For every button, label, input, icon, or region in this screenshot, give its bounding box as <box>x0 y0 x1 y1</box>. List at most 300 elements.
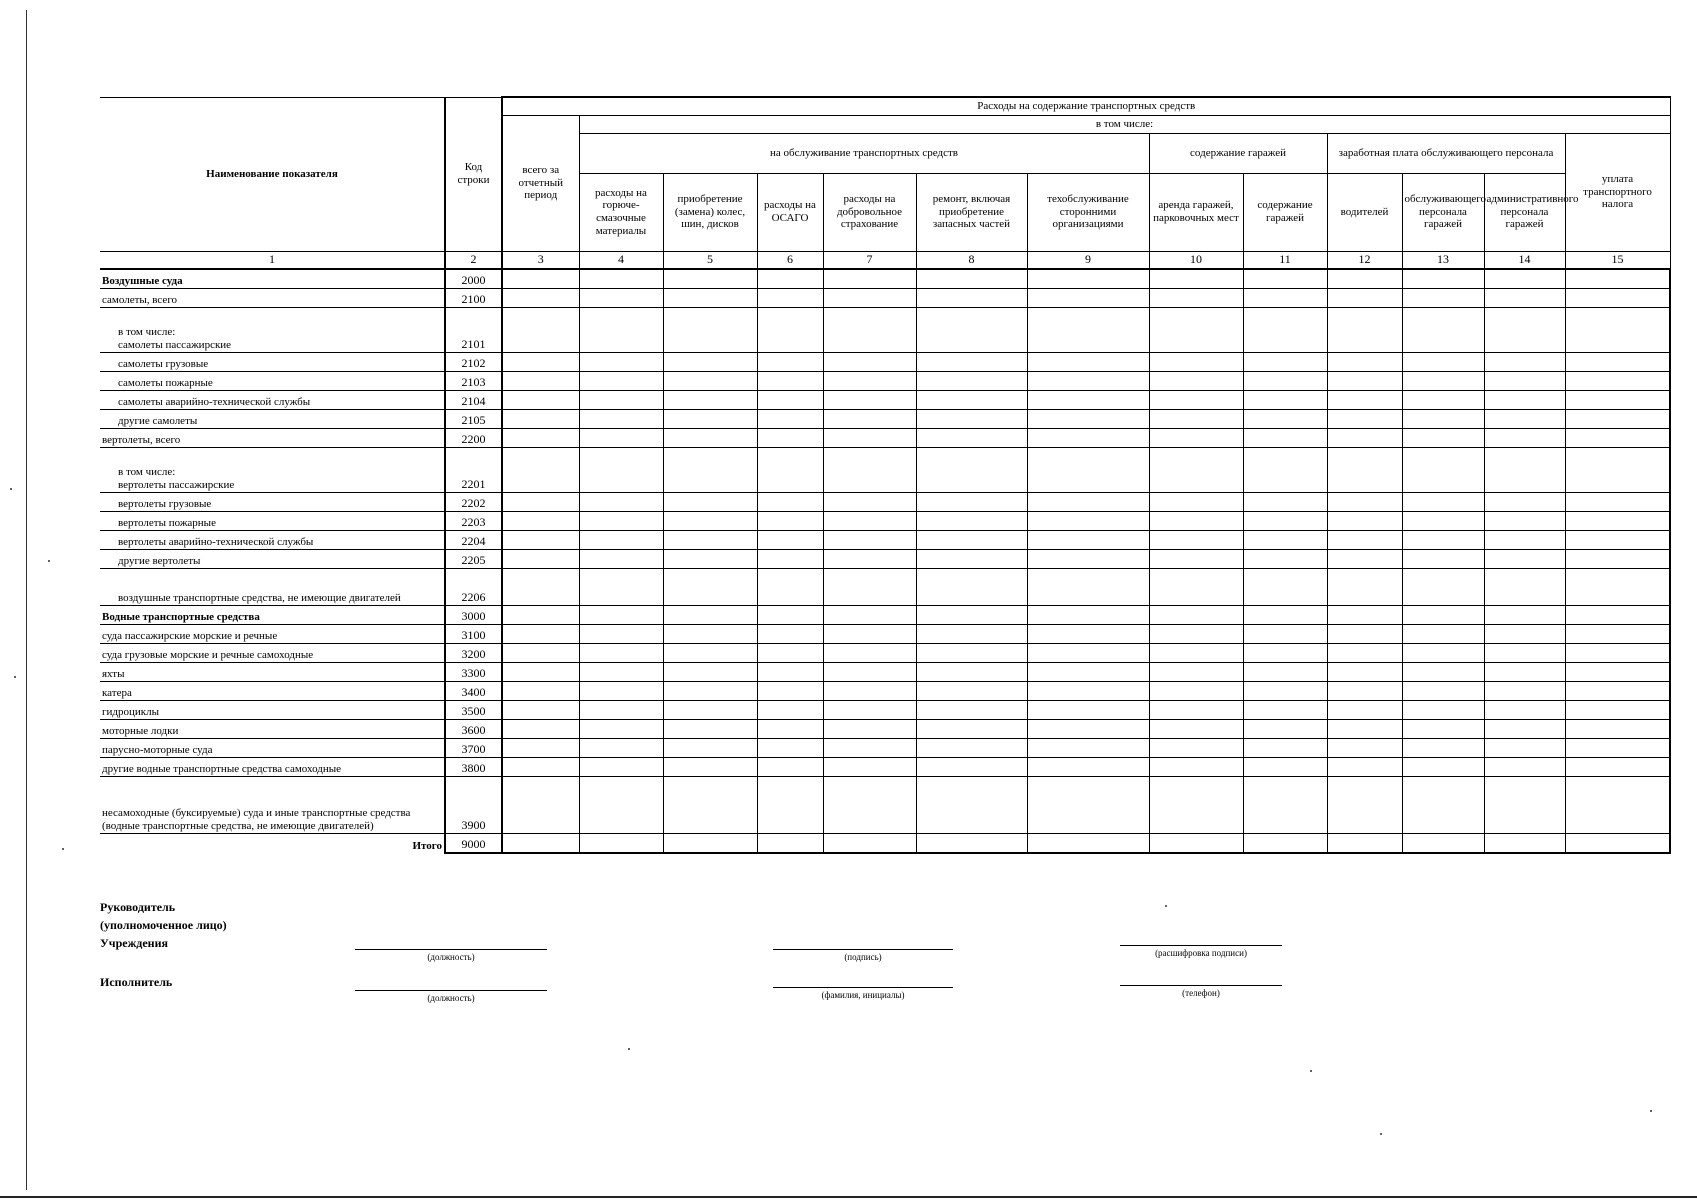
data-cell-col-11[interactable] <box>1243 833 1327 853</box>
data-cell-col-4[interactable] <box>579 833 663 853</box>
data-cell-col-4[interactable] <box>579 492 663 511</box>
data-cell-col-15[interactable] <box>1565 624 1670 643</box>
data-cell-col-11[interactable] <box>1243 605 1327 624</box>
data-cell-col-6[interactable] <box>757 700 823 719</box>
data-cell-col-6[interactable] <box>757 371 823 390</box>
data-cell-col-13[interactable] <box>1402 568 1484 605</box>
data-cell-col-11[interactable] <box>1243 624 1327 643</box>
data-cell-col-9[interactable] <box>1027 757 1149 776</box>
data-cell-col-7[interactable] <box>823 568 916 605</box>
data-cell-col-13[interactable] <box>1402 492 1484 511</box>
executor-line-fio[interactable] <box>773 987 953 988</box>
data-cell-col-7[interactable] <box>823 757 916 776</box>
data-cell-col-7[interactable] <box>823 662 916 681</box>
data-cell-col-3[interactable] <box>502 757 579 776</box>
data-cell-col-13[interactable] <box>1402 643 1484 662</box>
data-cell-col-13[interactable] <box>1402 390 1484 409</box>
data-cell-col-13[interactable] <box>1402 757 1484 776</box>
data-cell-col-11[interactable] <box>1243 530 1327 549</box>
data-cell-col-5[interactable] <box>663 549 757 568</box>
data-cell-col-8[interactable] <box>916 568 1027 605</box>
data-cell-col-15[interactable] <box>1565 447 1670 492</box>
data-cell-col-8[interactable] <box>916 681 1027 700</box>
data-cell-col-8[interactable] <box>916 776 1027 833</box>
data-cell-col-13[interactable] <box>1402 605 1484 624</box>
data-cell-col-4[interactable] <box>579 776 663 833</box>
data-cell-col-13[interactable] <box>1402 269 1484 289</box>
data-cell-col-5[interactable] <box>663 428 757 447</box>
data-cell-col-6[interactable] <box>757 269 823 289</box>
data-cell-col-12[interactable] <box>1327 390 1402 409</box>
data-cell-col-9[interactable] <box>1027 447 1149 492</box>
data-cell-col-14[interactable] <box>1484 719 1565 738</box>
data-cell-col-6[interactable] <box>757 549 823 568</box>
data-cell-col-7[interactable] <box>823 719 916 738</box>
data-cell-col-9[interactable] <box>1027 269 1149 289</box>
data-cell-col-11[interactable] <box>1243 662 1327 681</box>
data-cell-col-7[interactable] <box>823 288 916 307</box>
data-cell-col-8[interactable] <box>916 269 1027 289</box>
data-cell-col-15[interactable] <box>1565 549 1670 568</box>
data-cell-col-5[interactable] <box>663 492 757 511</box>
data-cell-col-3[interactable] <box>502 530 579 549</box>
executor-line-position[interactable] <box>355 990 547 991</box>
data-cell-col-10[interactable] <box>1149 409 1243 428</box>
data-cell-col-5[interactable] <box>663 269 757 289</box>
data-cell-col-9[interactable] <box>1027 530 1149 549</box>
data-cell-col-8[interactable] <box>916 757 1027 776</box>
data-cell-col-15[interactable] <box>1565 643 1670 662</box>
data-cell-col-13[interactable] <box>1402 738 1484 757</box>
data-cell-col-14[interactable] <box>1484 371 1565 390</box>
data-cell-col-8[interactable] <box>916 549 1027 568</box>
data-cell-col-14[interactable] <box>1484 409 1565 428</box>
data-cell-col-6[interactable] <box>757 530 823 549</box>
data-cell-col-13[interactable] <box>1402 409 1484 428</box>
data-cell-col-10[interactable] <box>1149 511 1243 530</box>
data-cell-col-14[interactable] <box>1484 681 1565 700</box>
data-cell-col-6[interactable] <box>757 662 823 681</box>
data-cell-col-10[interactable] <box>1149 390 1243 409</box>
data-cell-col-13[interactable] <box>1402 530 1484 549</box>
data-cell-col-12[interactable] <box>1327 719 1402 738</box>
data-cell-col-10[interactable] <box>1149 624 1243 643</box>
data-cell-col-11[interactable] <box>1243 371 1327 390</box>
data-cell-col-7[interactable] <box>823 492 916 511</box>
data-cell-col-6[interactable] <box>757 307 823 352</box>
data-cell-col-3[interactable] <box>502 662 579 681</box>
data-cell-col-15[interactable] <box>1565 511 1670 530</box>
data-cell-col-12[interactable] <box>1327 700 1402 719</box>
data-cell-col-9[interactable] <box>1027 662 1149 681</box>
data-cell-col-5[interactable] <box>663 681 757 700</box>
data-cell-col-3[interactable] <box>502 428 579 447</box>
data-cell-col-6[interactable] <box>757 719 823 738</box>
data-cell-col-5[interactable] <box>663 662 757 681</box>
data-cell-col-5[interactable] <box>663 307 757 352</box>
data-cell-col-13[interactable] <box>1402 428 1484 447</box>
data-cell-col-8[interactable] <box>916 530 1027 549</box>
data-cell-col-15[interactable] <box>1565 605 1670 624</box>
data-cell-col-14[interactable] <box>1484 662 1565 681</box>
data-cell-col-10[interactable] <box>1149 757 1243 776</box>
data-cell-col-3[interactable] <box>502 390 579 409</box>
data-cell-col-11[interactable] <box>1243 390 1327 409</box>
data-cell-col-12[interactable] <box>1327 352 1402 371</box>
data-cell-col-4[interactable] <box>579 662 663 681</box>
data-cell-col-7[interactable] <box>823 530 916 549</box>
data-cell-col-15[interactable] <box>1565 371 1670 390</box>
data-cell-col-15[interactable] <box>1565 719 1670 738</box>
data-cell-col-7[interactable] <box>823 681 916 700</box>
data-cell-col-7[interactable] <box>823 624 916 643</box>
data-cell-col-6[interactable] <box>757 624 823 643</box>
data-cell-col-4[interactable] <box>579 568 663 605</box>
data-cell-col-14[interactable] <box>1484 492 1565 511</box>
data-cell-col-15[interactable] <box>1565 269 1670 289</box>
data-cell-col-13[interactable] <box>1402 719 1484 738</box>
data-cell-col-8[interactable] <box>916 371 1027 390</box>
data-cell-col-10[interactable] <box>1149 681 1243 700</box>
data-cell-col-6[interactable] <box>757 776 823 833</box>
data-cell-col-10[interactable] <box>1149 568 1243 605</box>
data-cell-col-4[interactable] <box>579 757 663 776</box>
data-cell-col-12[interactable] <box>1327 428 1402 447</box>
data-cell-col-10[interactable] <box>1149 530 1243 549</box>
data-cell-col-10[interactable] <box>1149 605 1243 624</box>
data-cell-col-14[interactable] <box>1484 776 1565 833</box>
data-cell-col-3[interactable] <box>502 643 579 662</box>
data-cell-col-15[interactable] <box>1565 833 1670 853</box>
data-cell-col-12[interactable] <box>1327 409 1402 428</box>
data-cell-col-14[interactable] <box>1484 624 1565 643</box>
data-cell-col-10[interactable] <box>1149 371 1243 390</box>
data-cell-col-6[interactable] <box>757 738 823 757</box>
data-cell-col-9[interactable] <box>1027 390 1149 409</box>
data-cell-col-9[interactable] <box>1027 288 1149 307</box>
data-cell-col-9[interactable] <box>1027 371 1149 390</box>
data-cell-col-12[interactable] <box>1327 833 1402 853</box>
data-cell-col-6[interactable] <box>757 681 823 700</box>
data-cell-col-9[interactable] <box>1027 352 1149 371</box>
data-cell-col-3[interactable] <box>502 447 579 492</box>
data-cell-col-4[interactable] <box>579 428 663 447</box>
data-cell-col-15[interactable] <box>1565 568 1670 605</box>
data-cell-col-14[interactable] <box>1484 643 1565 662</box>
data-cell-col-4[interactable] <box>579 738 663 757</box>
data-cell-col-8[interactable] <box>916 700 1027 719</box>
data-cell-col-11[interactable] <box>1243 492 1327 511</box>
data-cell-col-3[interactable] <box>502 409 579 428</box>
data-cell-col-6[interactable] <box>757 390 823 409</box>
data-cell-col-9[interactable] <box>1027 738 1149 757</box>
data-cell-col-14[interactable] <box>1484 428 1565 447</box>
data-cell-col-10[interactable] <box>1149 549 1243 568</box>
data-cell-col-4[interactable] <box>579 700 663 719</box>
data-cell-col-14[interactable] <box>1484 568 1565 605</box>
data-cell-col-11[interactable] <box>1243 700 1327 719</box>
data-cell-col-7[interactable] <box>823 409 916 428</box>
data-cell-col-9[interactable] <box>1027 492 1149 511</box>
data-cell-col-15[interactable] <box>1565 700 1670 719</box>
data-cell-col-10[interactable] <box>1149 269 1243 289</box>
data-cell-col-3[interactable] <box>502 269 579 289</box>
data-cell-col-4[interactable] <box>579 352 663 371</box>
data-cell-col-14[interactable] <box>1484 447 1565 492</box>
data-cell-col-5[interactable] <box>663 568 757 605</box>
data-cell-col-4[interactable] <box>579 371 663 390</box>
data-cell-col-9[interactable] <box>1027 643 1149 662</box>
data-cell-col-8[interactable] <box>916 738 1027 757</box>
data-cell-col-12[interactable] <box>1327 288 1402 307</box>
data-cell-col-3[interactable] <box>502 568 579 605</box>
data-cell-col-8[interactable] <box>916 409 1027 428</box>
data-cell-col-13[interactable] <box>1402 549 1484 568</box>
data-cell-col-11[interactable] <box>1243 511 1327 530</box>
data-cell-col-9[interactable] <box>1027 776 1149 833</box>
data-cell-col-3[interactable] <box>502 511 579 530</box>
data-cell-col-15[interactable] <box>1565 307 1670 352</box>
data-cell-col-5[interactable] <box>663 719 757 738</box>
data-cell-col-9[interactable] <box>1027 409 1149 428</box>
data-cell-col-11[interactable] <box>1243 549 1327 568</box>
data-cell-col-3[interactable] <box>502 719 579 738</box>
data-cell-col-5[interactable] <box>663 643 757 662</box>
data-cell-col-10[interactable] <box>1149 662 1243 681</box>
data-cell-col-8[interactable] <box>916 428 1027 447</box>
data-cell-col-13[interactable] <box>1402 511 1484 530</box>
data-cell-col-11[interactable] <box>1243 776 1327 833</box>
data-cell-col-7[interactable] <box>823 307 916 352</box>
data-cell-col-11[interactable] <box>1243 352 1327 371</box>
data-cell-col-5[interactable] <box>663 530 757 549</box>
data-cell-col-4[interactable] <box>579 549 663 568</box>
data-cell-col-6[interactable] <box>757 757 823 776</box>
data-cell-col-9[interactable] <box>1027 700 1149 719</box>
data-cell-col-9[interactable] <box>1027 428 1149 447</box>
data-cell-col-4[interactable] <box>579 447 663 492</box>
data-cell-col-3[interactable] <box>502 307 579 352</box>
data-cell-col-6[interactable] <box>757 352 823 371</box>
data-cell-col-14[interactable] <box>1484 757 1565 776</box>
data-cell-col-5[interactable] <box>663 833 757 853</box>
data-cell-col-9[interactable] <box>1027 511 1149 530</box>
data-cell-col-13[interactable] <box>1402 776 1484 833</box>
data-cell-col-14[interactable] <box>1484 700 1565 719</box>
data-cell-col-15[interactable] <box>1565 776 1670 833</box>
data-cell-col-6[interactable] <box>757 568 823 605</box>
signature-line-position[interactable] <box>355 949 547 950</box>
data-cell-col-3[interactable] <box>502 681 579 700</box>
data-cell-col-3[interactable] <box>502 605 579 624</box>
data-cell-col-9[interactable] <box>1027 624 1149 643</box>
data-cell-col-4[interactable] <box>579 605 663 624</box>
data-cell-col-5[interactable] <box>663 738 757 757</box>
data-cell-col-6[interactable] <box>757 511 823 530</box>
data-cell-col-12[interactable] <box>1327 568 1402 605</box>
data-cell-col-5[interactable] <box>663 447 757 492</box>
data-cell-col-11[interactable] <box>1243 447 1327 492</box>
data-cell-col-15[interactable] <box>1565 288 1670 307</box>
data-cell-col-7[interactable] <box>823 738 916 757</box>
data-cell-col-10[interactable] <box>1149 307 1243 352</box>
data-cell-col-12[interactable] <box>1327 549 1402 568</box>
data-cell-col-13[interactable] <box>1402 700 1484 719</box>
data-cell-col-8[interactable] <box>916 719 1027 738</box>
data-cell-col-10[interactable] <box>1149 738 1243 757</box>
data-cell-col-8[interactable] <box>916 390 1027 409</box>
data-cell-col-4[interactable] <box>579 624 663 643</box>
data-cell-col-5[interactable] <box>663 624 757 643</box>
data-cell-col-10[interactable] <box>1149 719 1243 738</box>
data-cell-col-15[interactable] <box>1565 352 1670 371</box>
data-cell-col-13[interactable] <box>1402 307 1484 352</box>
data-cell-col-3[interactable] <box>502 776 579 833</box>
data-cell-col-12[interactable] <box>1327 605 1402 624</box>
data-cell-col-9[interactable] <box>1027 681 1149 700</box>
data-cell-col-3[interactable] <box>502 549 579 568</box>
data-cell-col-6[interactable] <box>757 447 823 492</box>
data-cell-col-15[interactable] <box>1565 390 1670 409</box>
data-cell-col-8[interactable] <box>916 352 1027 371</box>
data-cell-col-4[interactable] <box>579 530 663 549</box>
data-cell-col-12[interactable] <box>1327 738 1402 757</box>
data-cell-col-15[interactable] <box>1565 662 1670 681</box>
data-cell-col-6[interactable] <box>757 833 823 853</box>
data-cell-col-11[interactable] <box>1243 409 1327 428</box>
data-cell-col-12[interactable] <box>1327 776 1402 833</box>
data-cell-col-4[interactable] <box>579 719 663 738</box>
data-cell-col-8[interactable] <box>916 288 1027 307</box>
data-cell-col-14[interactable] <box>1484 605 1565 624</box>
data-cell-col-6[interactable] <box>757 605 823 624</box>
data-cell-col-15[interactable] <box>1565 757 1670 776</box>
data-cell-col-9[interactable] <box>1027 719 1149 738</box>
data-cell-col-7[interactable] <box>823 371 916 390</box>
data-cell-col-5[interactable] <box>663 511 757 530</box>
data-cell-col-12[interactable] <box>1327 643 1402 662</box>
data-cell-col-15[interactable] <box>1565 530 1670 549</box>
data-cell-col-3[interactable] <box>502 352 579 371</box>
data-cell-col-4[interactable] <box>579 681 663 700</box>
data-cell-col-14[interactable] <box>1484 549 1565 568</box>
data-cell-col-14[interactable] <box>1484 352 1565 371</box>
data-cell-col-5[interactable] <box>663 605 757 624</box>
data-cell-col-8[interactable] <box>916 833 1027 853</box>
data-cell-col-12[interactable] <box>1327 624 1402 643</box>
data-cell-col-15[interactable] <box>1565 428 1670 447</box>
data-cell-col-7[interactable] <box>823 447 916 492</box>
data-cell-col-10[interactable] <box>1149 288 1243 307</box>
data-cell-col-4[interactable] <box>579 269 663 289</box>
executor-line-phone[interactable] <box>1120 985 1282 986</box>
data-cell-col-3[interactable] <box>502 492 579 511</box>
data-cell-col-15[interactable] <box>1565 409 1670 428</box>
data-cell-col-8[interactable] <box>916 662 1027 681</box>
data-cell-col-4[interactable] <box>579 288 663 307</box>
data-cell-col-5[interactable] <box>663 700 757 719</box>
data-cell-col-11[interactable] <box>1243 738 1327 757</box>
data-cell-col-12[interactable] <box>1327 269 1402 289</box>
data-cell-col-9[interactable] <box>1027 833 1149 853</box>
data-cell-col-6[interactable] <box>757 288 823 307</box>
data-cell-col-11[interactable] <box>1243 288 1327 307</box>
data-cell-col-8[interactable] <box>916 643 1027 662</box>
data-cell-col-14[interactable] <box>1484 738 1565 757</box>
data-cell-col-4[interactable] <box>579 409 663 428</box>
data-cell-col-6[interactable] <box>757 428 823 447</box>
data-cell-col-12[interactable] <box>1327 492 1402 511</box>
data-cell-col-10[interactable] <box>1149 700 1243 719</box>
data-cell-col-3[interactable] <box>502 833 579 853</box>
data-cell-col-6[interactable] <box>757 409 823 428</box>
data-cell-col-9[interactable] <box>1027 568 1149 605</box>
data-cell-col-7[interactable] <box>823 511 916 530</box>
data-cell-col-7[interactable] <box>823 605 916 624</box>
data-cell-col-10[interactable] <box>1149 447 1243 492</box>
data-cell-col-10[interactable] <box>1149 643 1243 662</box>
data-cell-col-5[interactable] <box>663 776 757 833</box>
data-cell-col-13[interactable] <box>1402 662 1484 681</box>
data-cell-col-13[interactable] <box>1402 447 1484 492</box>
data-cell-col-9[interactable] <box>1027 605 1149 624</box>
data-cell-col-7[interactable] <box>823 352 916 371</box>
data-cell-col-13[interactable] <box>1402 833 1484 853</box>
data-cell-col-7[interactable] <box>823 269 916 289</box>
data-cell-col-5[interactable] <box>663 371 757 390</box>
data-cell-col-5[interactable] <box>663 352 757 371</box>
data-cell-col-10[interactable] <box>1149 776 1243 833</box>
data-cell-col-10[interactable] <box>1149 833 1243 853</box>
data-cell-col-7[interactable] <box>823 390 916 409</box>
data-cell-col-14[interactable] <box>1484 288 1565 307</box>
data-cell-col-13[interactable] <box>1402 681 1484 700</box>
data-cell-col-11[interactable] <box>1243 719 1327 738</box>
data-cell-col-10[interactable] <box>1149 352 1243 371</box>
data-cell-col-7[interactable] <box>823 776 916 833</box>
data-cell-col-8[interactable] <box>916 492 1027 511</box>
data-cell-col-5[interactable] <box>663 409 757 428</box>
data-cell-col-12[interactable] <box>1327 511 1402 530</box>
data-cell-col-7[interactable] <box>823 549 916 568</box>
data-cell-col-12[interactable] <box>1327 757 1402 776</box>
data-cell-col-12[interactable] <box>1327 447 1402 492</box>
data-cell-col-15[interactable] <box>1565 738 1670 757</box>
data-cell-col-3[interactable] <box>502 288 579 307</box>
data-cell-col-7[interactable] <box>823 428 916 447</box>
data-cell-col-12[interactable] <box>1327 371 1402 390</box>
data-cell-col-11[interactable] <box>1243 269 1327 289</box>
data-cell-col-4[interactable] <box>579 511 663 530</box>
data-cell-col-11[interactable] <box>1243 643 1327 662</box>
data-cell-col-8[interactable] <box>916 605 1027 624</box>
data-cell-col-14[interactable] <box>1484 833 1565 853</box>
data-cell-col-3[interactable] <box>502 738 579 757</box>
data-cell-col-8[interactable] <box>916 624 1027 643</box>
data-cell-col-11[interactable] <box>1243 681 1327 700</box>
data-cell-col-14[interactable] <box>1484 530 1565 549</box>
data-cell-col-15[interactable] <box>1565 681 1670 700</box>
data-cell-col-11[interactable] <box>1243 428 1327 447</box>
data-cell-col-7[interactable] <box>823 700 916 719</box>
data-cell-col-9[interactable] <box>1027 307 1149 352</box>
data-cell-col-13[interactable] <box>1402 352 1484 371</box>
data-cell-col-3[interactable] <box>502 371 579 390</box>
data-cell-col-5[interactable] <box>663 288 757 307</box>
data-cell-col-11[interactable] <box>1243 757 1327 776</box>
data-cell-col-8[interactable] <box>916 511 1027 530</box>
data-cell-col-8[interactable] <box>916 307 1027 352</box>
